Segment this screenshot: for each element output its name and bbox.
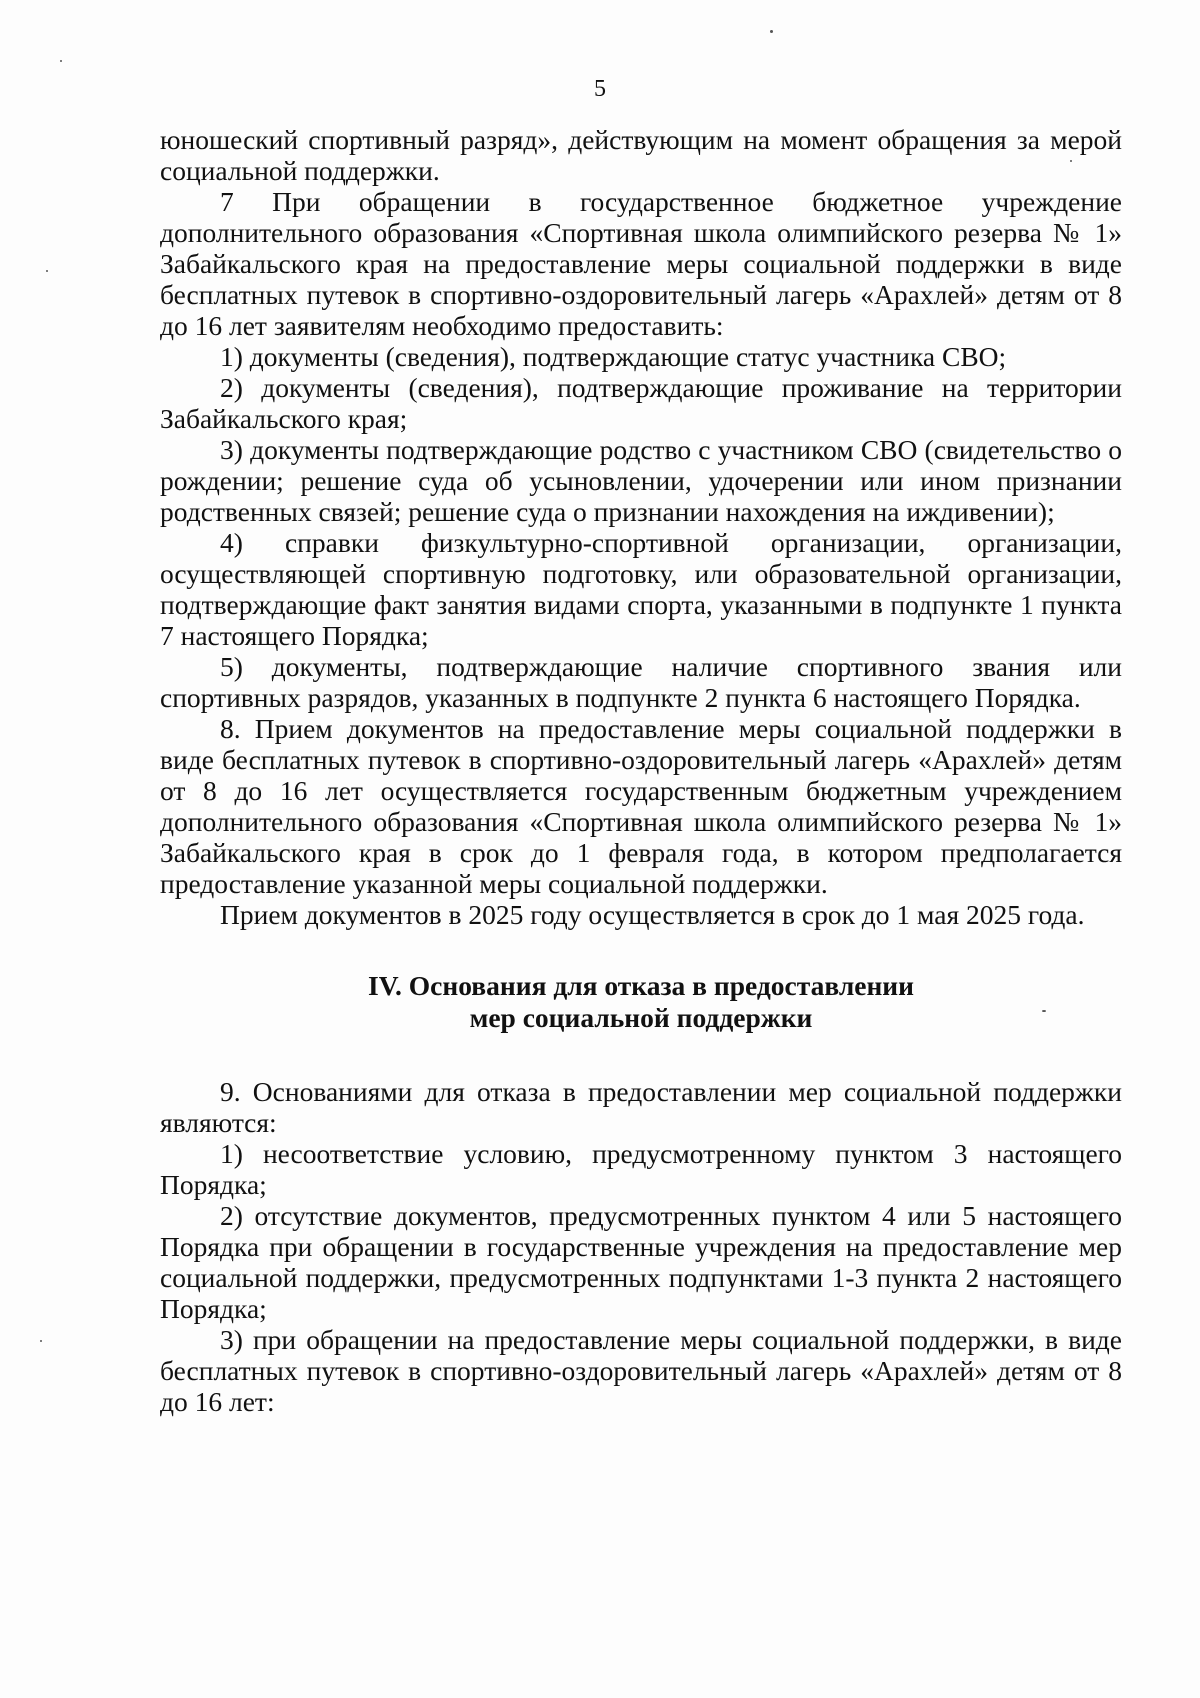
page-number: 5: [594, 76, 606, 102]
paragraph: 7 При обращении в государственное бюджетное учреждение дополнительного образования «Спортивная школа олимпийского резерва № 1» Забайкальского края на предоставление меры социальной поддержки в виде бесплатных путевок в спортивно-оздоровительный лагерь «Арахлей» детям от 8 до 16 лет заявителям необходимо предоставить:: [160, 186, 1122, 341]
paragraph: 3) документы подтверждающие родство с участником СВО (свидетельство о рождении; решение суда об усыновлении, удочерении или ином признании родственных связей; решение суда о признании нахождения на иждивении);: [160, 434, 1122, 527]
paragraph: 4) справки физкультурно-спортивной организации, организации, осуществляющей спортивную подготовку, или образовательной организации, подтверждающие факт занятия видами спорта, указанными в подпункте 1 пункта 7 настоящего Порядка;: [160, 527, 1122, 651]
paragraph: 1) несоответствие условию, предусмотренному пунктом 3 настоящего Порядка;: [160, 1138, 1122, 1200]
document-body: [160, 124, 1122, 1417]
section-heading: [160, 970, 1122, 1034]
paragraph: 2) документы (сведения), подтверждающие проживание на территории Забайкальского края;: [160, 372, 1122, 434]
paragraph: 9. Основаниями для отказа в предоставлении мер социальной поддержки являются:: [160, 1076, 1122, 1138]
paragraph: 1) документы (сведения), подтверждающие статус участника СВО;: [220, 341, 1007, 372]
paragraph: 5) документы, подтверждающие наличие спортивного звания или спортивных разрядов, указанных в подпункте 2 пункта 6 настоящего Порядка.: [160, 651, 1122, 713]
section-heading-line-2: мер социальной поддержки: [469, 1002, 813, 1033]
scan-speck: [46, 270, 48, 272]
section-3-continuation: [160, 124, 1122, 930]
scan-speck: [770, 30, 773, 33]
scan-speck: [40, 1340, 42, 1342]
scan-speck: [60, 60, 62, 62]
section-4-body: [160, 1076, 1122, 1417]
section-heading-line-1: IV. Основания для отказа в предоставлении: [368, 970, 914, 1001]
paragraph: Прием документов в 2025 году осуществляется в срок до 1 мая 2025 года.: [220, 899, 1085, 930]
paragraph: 3) при обращении на предоставление меры социальной поддержки, в виде бесплатных путевок в спортивно-оздоровительный лагерь «Арахлей» детям от 8 до 16 лет:: [160, 1324, 1122, 1417]
scan-speck: [1070, 160, 1072, 162]
paragraph: 2) отсутствие документов, предусмотренных пунктом 4 или 5 настоящего Порядка при обращении в государственные учреждения на предоставление мер социальной поддержки, предусмотренных подпунктами 1-3 пункта 2 настоящего Порядка;: [160, 1200, 1122, 1324]
paragraph: 8. Прием документов на предоставление меры социальной поддержки в виде бесплатных путевок в спортивно-оздоровительный лагерь «Арахлей» детям от 8 до 16 лет осуществляется государственным бюджетным учреждением дополнительного образования «Спортивная школа олимпийского резерва № 1» Забайкальского края в срок до 1 февраля года, в котором предполагается предоставление указанной меры социальной поддержки.: [160, 713, 1122, 899]
scan-speck: [1042, 1010, 1046, 1012]
paragraph: юношеский спортивный разряд», действующим на момент обращения за мерой социальной поддержки.: [160, 124, 1122, 186]
